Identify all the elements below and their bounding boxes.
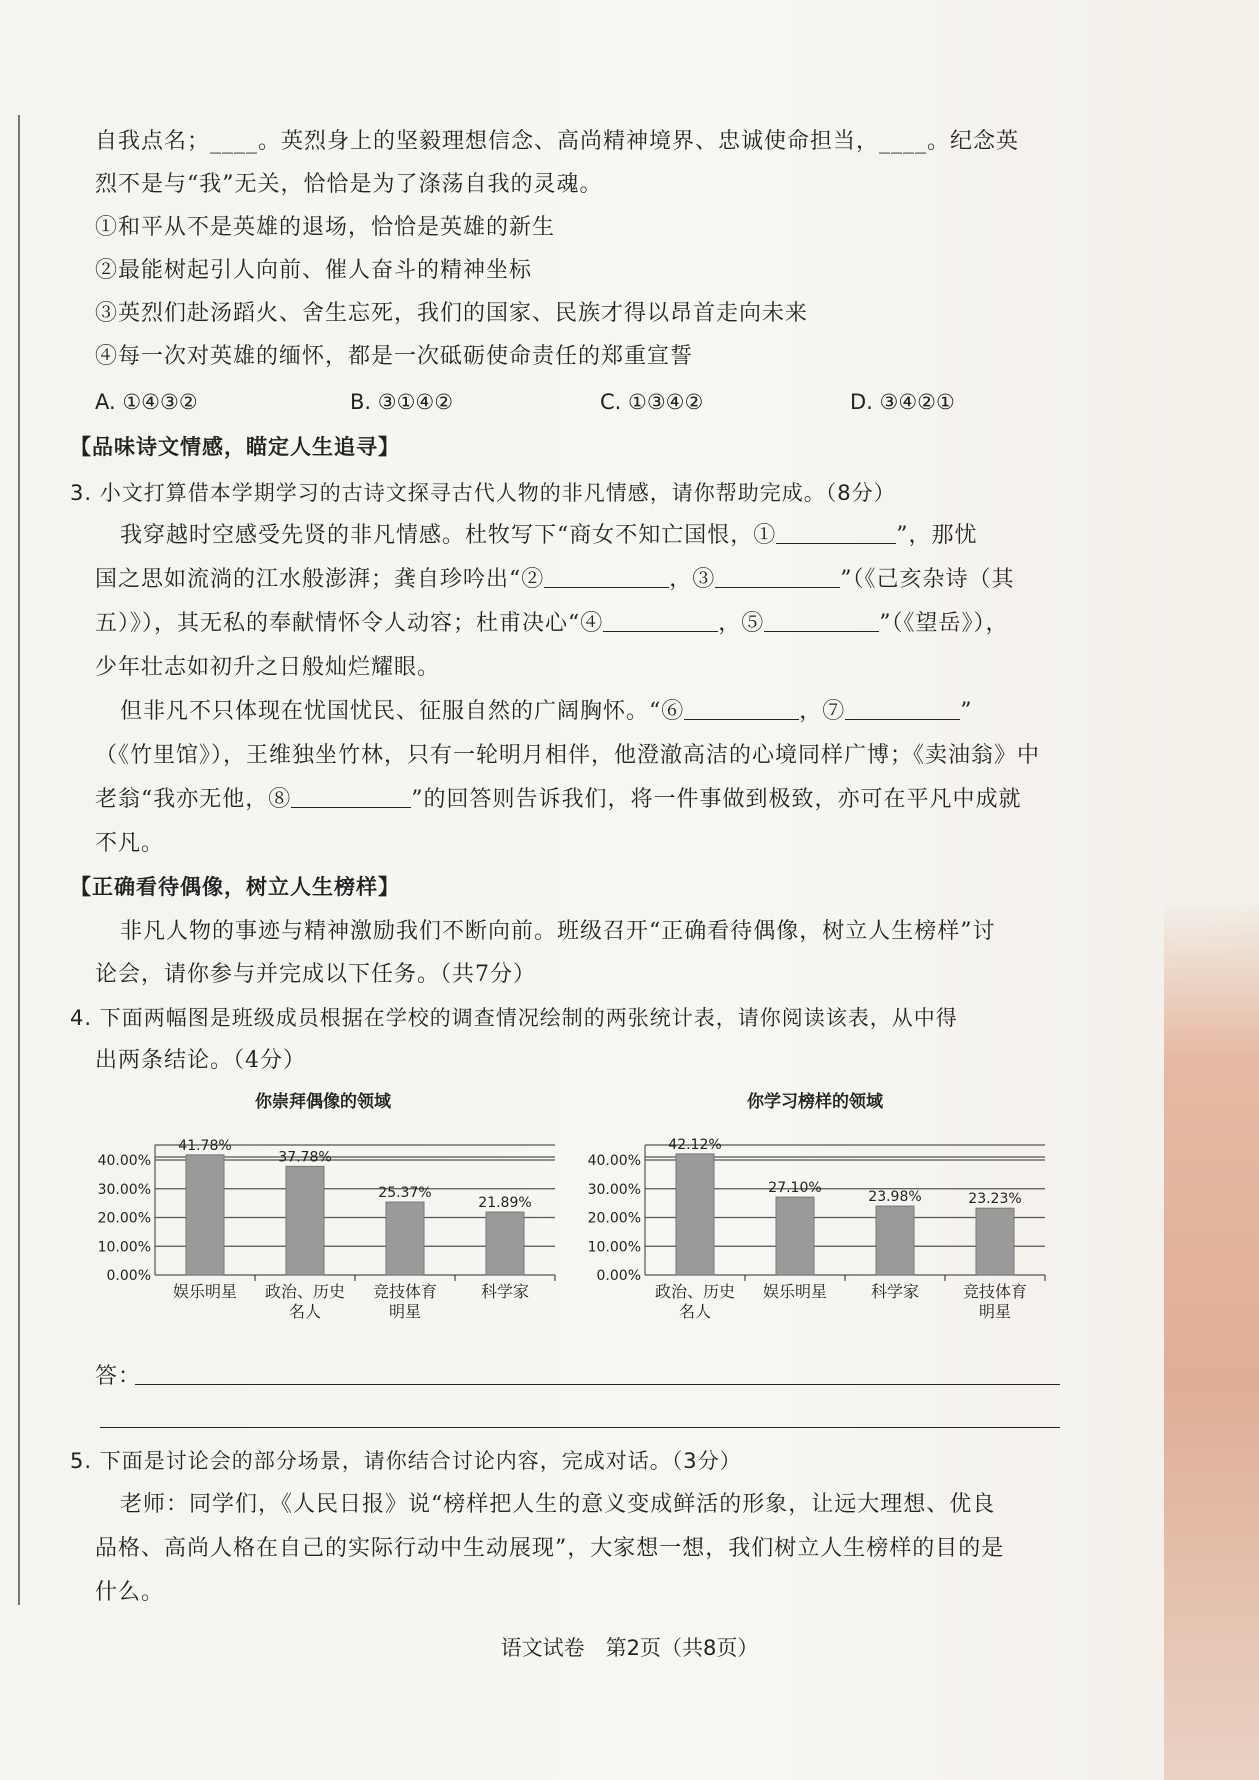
category-label: 竞技体育 (962, 1282, 1028, 1301)
q2-item-4: ④每一次对英雄的缅怀，都是一次砥砺使命责任的郑重宣誓 (95, 344, 694, 369)
answer-line-2[interactable] (100, 1427, 1060, 1428)
category-label: 名人 (288, 1302, 322, 1321)
data-label: 21.89% (478, 1195, 532, 1212)
q3-p1-line-1 (120, 521, 1095, 551)
y-tick-label: 0.00% (596, 1268, 641, 1284)
section-heading-poetry: 【品味诗文情感，瞄定人生追寻】 (70, 435, 400, 459)
page-footer: 语文试卷 第2页（共8页） (500, 1636, 759, 1660)
q3-p1-line-3 (95, 609, 1070, 639)
q3-p2-line-1 (120, 697, 1095, 727)
blank-2[interactable] (544, 565, 669, 588)
y-tick-label: 30.00% (97, 1181, 151, 1198)
q3-p2-line-3 (95, 785, 1070, 815)
q3-text: 老翁“我亦无他，⑧ (95, 787, 292, 812)
q3-text: ，⑤ (718, 611, 765, 636)
bar (486, 1212, 524, 1275)
intro-line-1: 非凡人物的事迹与精神激励我们不断向前。班级召开“正确看待偶像，树立人生榜样”讨 (120, 919, 996, 944)
q5-line-1: 老师：同学们，《人民日报》说“榜样把人生的意义变成鲜活的形象，让远大理想、优良 (120, 1492, 996, 1517)
choice-b[interactable]: B. ③①④② (350, 390, 454, 414)
bar (676, 1154, 714, 1275)
answer-line-1[interactable] (135, 1384, 1060, 1385)
margin-line (18, 115, 20, 1605)
category-label: 娱乐明星 (762, 1282, 828, 1301)
chart-role-model-fields (585, 1115, 1055, 1350)
q2-line-1: 自我点名；____。英烈身上的坚毅理想信念、高尚精神境界、忠诚使命担当，____。纪念英 (95, 129, 1020, 154)
blank-4[interactable] (603, 609, 718, 632)
y-tick-label: 0.00% (106, 1268, 151, 1284)
category-label: 科学家 (870, 1282, 920, 1301)
data-label: 37.78% (278, 1149, 332, 1166)
category-label: 名人 (678, 1302, 712, 1321)
q3-text: ” (960, 699, 973, 724)
q3-p2-line-2: （《竹里馆》），王维独坐竹林，只有一轮明月相伴，他澄澈高洁的心境同样广博；《卖油翁》中 (95, 743, 1041, 768)
q2-line-2: 烈不是与“我”无关，恰恰是为了涤荡自我的灵魂。 (95, 172, 603, 197)
data-label: 42.12% (668, 1136, 722, 1153)
q3-text: 国之思如流淌的江水般澎湃；龚自珍吟出“② (95, 567, 545, 592)
q3-p1-line-2 (95, 565, 1070, 595)
q3-text: ”（《己亥杂诗（其 (840, 567, 1015, 592)
q5-stem: 5. 下面是讨论会的部分场景，请你结合讨论内容，完成对话。（3分） (70, 1449, 742, 1473)
q3-text: 五）》），其无私的奉献情怀令人动容；杜甫决心“④ (95, 611, 604, 636)
y-tick-label: 40.00% (97, 1153, 151, 1169)
bar (776, 1197, 814, 1275)
section-heading-role-model: 【正确看待偶像，树立人生榜样】 (70, 875, 400, 899)
chart-idol-fields (95, 1115, 565, 1350)
blank-1[interactable] (776, 521, 896, 544)
q2-item-3: ③英烈们赴汤蹈火、舍生忘死，我们的国家、民族才得以昂首走向未来 (95, 301, 809, 326)
q3-text: ”（《望岳》）， (879, 611, 1009, 636)
blank-3[interactable] (715, 565, 840, 588)
q3-p1-line-4: 少年壮志如初升之日般灿烂耀眼。 (95, 655, 441, 680)
blank-6[interactable] (684, 697, 799, 720)
bar (876, 1206, 914, 1275)
answer-label: 答： (95, 1364, 142, 1389)
q2-item-2: ②最能树起引人向前、催人奋斗的精神坐标 (95, 258, 533, 283)
category-label: 明星 (388, 1302, 422, 1321)
bar (386, 1202, 424, 1275)
category-label: 政治、历史 (654, 1282, 736, 1301)
y-tick-label: 10.00% (587, 1239, 641, 1256)
blank-5[interactable] (764, 609, 879, 632)
q3-text: 我穿越时空感受先贤的非凡情感。杜牧写下“商女不知亡国恨，① (120, 523, 777, 548)
blank-8[interactable] (291, 785, 411, 808)
y-tick-label: 30.00% (587, 1181, 641, 1198)
bar (286, 1166, 324, 1275)
category-label: 竞技体育 (372, 1282, 438, 1301)
y-tick-label: 20.00% (587, 1210, 641, 1227)
category-label: 科学家 (480, 1282, 530, 1301)
q3-stem: 3. 小文打算借本学期学习的古诗文探寻古代人物的非凡情感，请你帮助完成。（8分） (70, 481, 896, 505)
q3-text: ，③ (669, 567, 716, 592)
category-label: 政治、历史 (264, 1282, 346, 1301)
q5-line-2: 品格、高尚人格在自己的实际行动中生动展现”，大家想一想，我们树立人生榜样的目的是 (95, 1536, 1005, 1561)
q4-line-2: 出两条结论。（4分） (95, 1048, 306, 1073)
chart-2-title: 你学习榜样的领域 (747, 1092, 883, 1112)
q3-text: 但非凡不只体现在忧国忧民、征服自然的广阔胸怀。“⑥ (120, 699, 685, 724)
q2-item-1: ①和平从不是英雄的退场，恰恰是英雄的新生 (95, 215, 556, 240)
data-label: 23.98% (868, 1189, 922, 1206)
q3-text: ，⑦ (799, 699, 846, 724)
q5-line-3: 什么。 (95, 1580, 165, 1605)
y-tick-label: 20.00% (97, 1210, 151, 1227)
chart-1-title: 你崇拜偶像的领域 (255, 1092, 391, 1112)
q4-line-1: 4. 下面两幅图是班级成员根据在学校的调查情况绘制的两张统计表，请你阅读该表，从中得 (70, 1006, 958, 1030)
y-tick-label: 40.00% (587, 1153, 641, 1169)
data-label: 41.78% (178, 1137, 232, 1154)
q3-p2-line-4: 不凡。 (95, 831, 165, 856)
choice-c[interactable]: C. ①③④② (600, 390, 704, 414)
data-label: 23.23% (968, 1191, 1022, 1208)
y-tick-label: 10.00% (97, 1239, 151, 1256)
data-label: 27.10% (768, 1180, 822, 1197)
choice-a[interactable]: A. ①④③② (95, 390, 198, 414)
category-label: 明星 (978, 1302, 1012, 1321)
choice-d[interactable]: D. ③④②① (850, 390, 955, 414)
category-label: 娱乐明星 (172, 1282, 238, 1301)
bar (976, 1208, 1014, 1275)
blank-7[interactable] (845, 697, 960, 720)
q3-text: ”，那忧 (896, 523, 978, 548)
bar (186, 1155, 224, 1275)
data-label: 25.37% (378, 1185, 432, 1202)
intro-line-2: 论会，请你参与并完成以下任务。（共7分） (95, 962, 536, 987)
q3-text: ”的回答则告诉我们，将一件事做到极致，亦可在平凡中成就 (411, 787, 1022, 812)
